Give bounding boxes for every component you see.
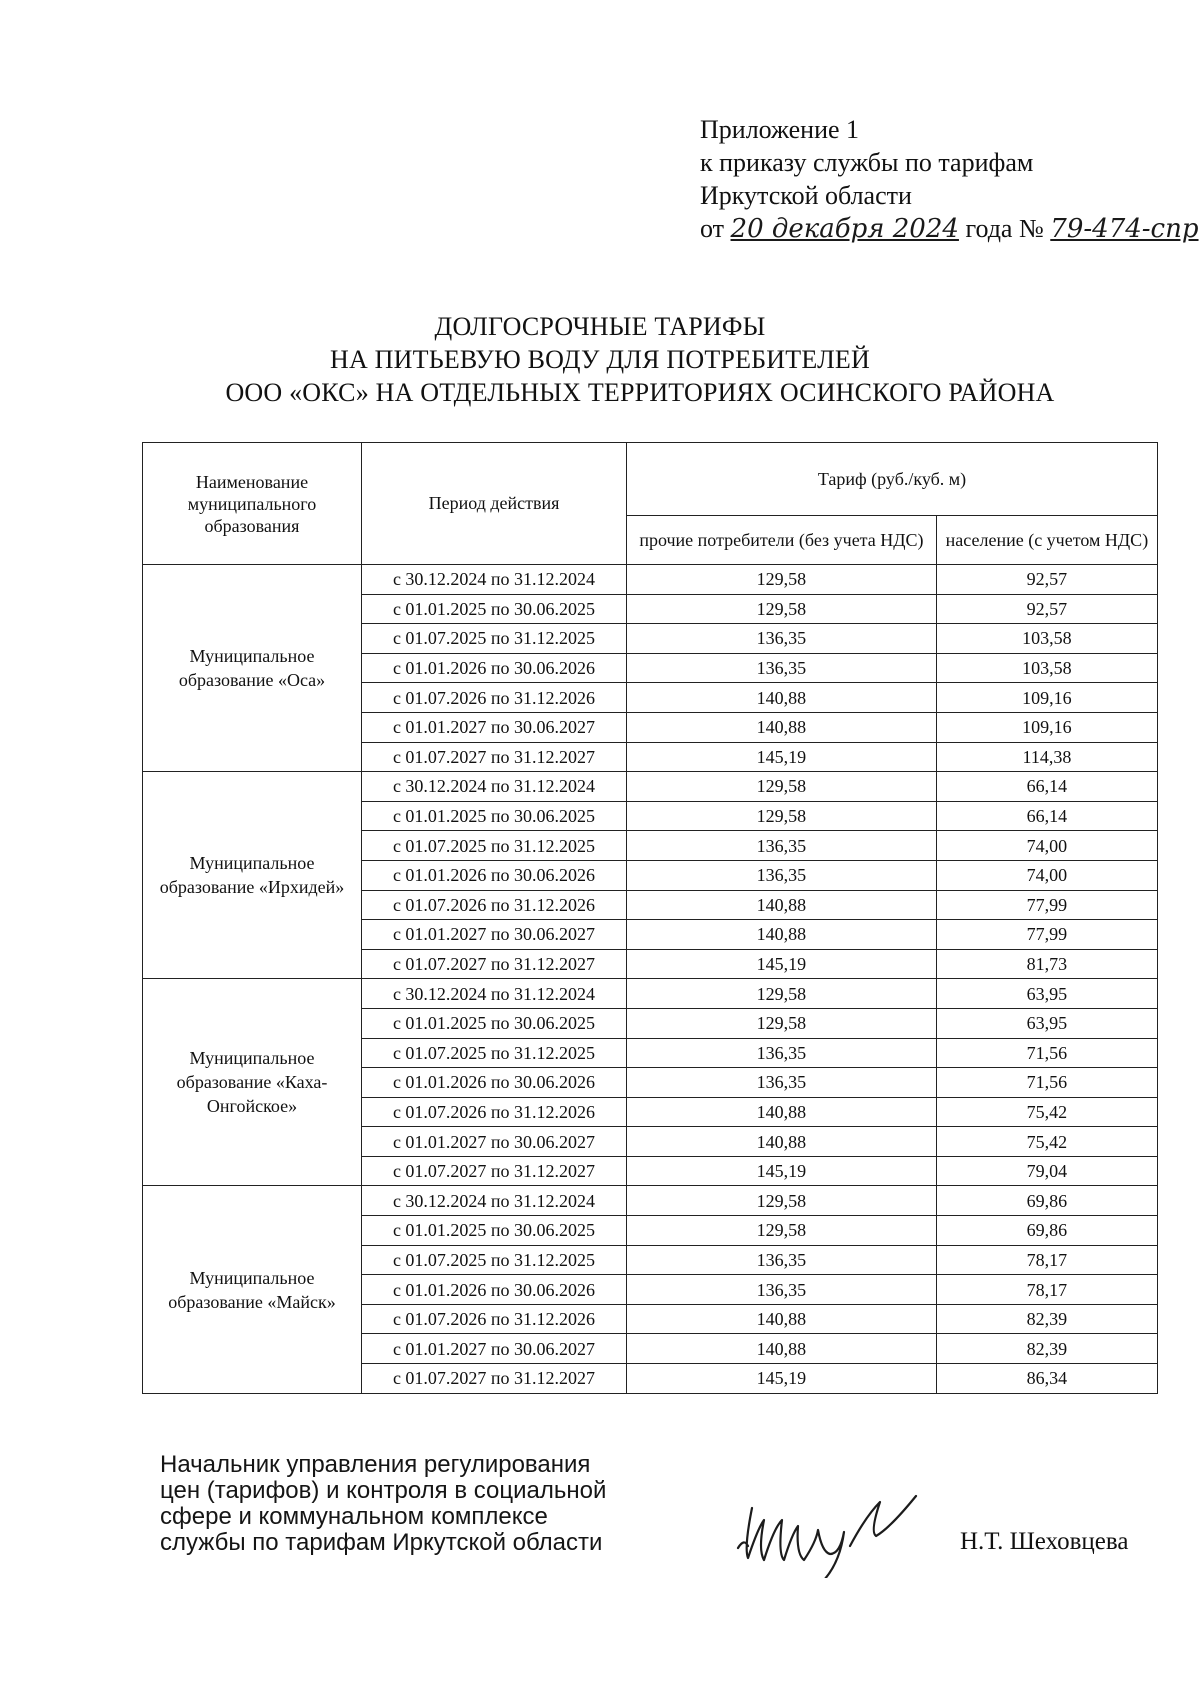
period-cell: с 01.01.2025 по 30.06.2025	[362, 594, 627, 624]
tariff-table-body	[143, 565, 1158, 1394]
other-tariff-cell: 140,88	[627, 920, 937, 950]
population-tariff-cell: 79,04	[936, 1156, 1157, 1186]
other-tariff-cell: 136,35	[627, 1275, 937, 1305]
other-tariff-cell: 129,58	[627, 1216, 937, 1246]
population-tariff-cell: 66,14	[936, 801, 1157, 831]
table-row	[143, 772, 1158, 802]
header-other-consumers: прочие потребители (без учета НДС)	[627, 516, 937, 565]
other-tariff-cell: 136,35	[627, 1038, 937, 1068]
period-cell: с 01.01.2025 по 30.06.2025	[362, 1008, 627, 1038]
other-tariff-cell: 136,35	[627, 1068, 937, 1098]
period-cell: с 01.01.2025 по 30.06.2025	[362, 1216, 627, 1246]
other-tariff-cell: 140,88	[627, 683, 937, 713]
position-line-2: цен (тарифов) и контроля в социальной	[160, 1477, 607, 1504]
annex-from-label: от	[700, 214, 725, 243]
document-title	[0, 310, 1200, 409]
period-cell: с 01.01.2025 по 30.06.2025	[362, 801, 627, 831]
population-tariff-cell: 66,14	[936, 772, 1157, 802]
municipality-cell: Муниципальное образование «Каха-Онгойское»	[143, 979, 362, 1186]
other-tariff-cell: 129,58	[627, 594, 937, 624]
period-cell: с 01.07.2025 по 31.12.2025	[362, 624, 627, 654]
period-cell: с 01.01.2027 по 30.06.2027	[362, 1334, 627, 1364]
period-cell: с 01.07.2027 по 31.12.2027	[362, 1364, 627, 1394]
annex-title: Приложение 1	[700, 115, 860, 144]
header-tariff: Тариф (руб./куб. м)	[627, 443, 1158, 516]
other-tariff-cell: 140,88	[627, 1304, 937, 1334]
table-row	[143, 565, 1158, 595]
title-line-1: ДОЛГОСРОЧНЫЕ ТАРИФЫ	[434, 312, 766, 341]
population-tariff-cell: 69,86	[936, 1216, 1157, 1246]
population-tariff-cell: 77,99	[936, 920, 1157, 950]
table-row	[143, 979, 1158, 1009]
signatory-position	[160, 1452, 606, 1556]
other-tariff-cell: 136,35	[627, 653, 937, 683]
other-tariff-cell: 129,58	[627, 772, 937, 802]
title-line-2: НА ПИТЬЕВУЮ ВОДУ ДЛЯ ПОТРЕБИТЕЛЕЙ	[330, 345, 870, 374]
annex-region: Иркутской области	[700, 181, 912, 210]
period-cell: с 30.12.2024 по 31.12.2024	[362, 772, 627, 802]
population-tariff-cell: 74,00	[936, 831, 1157, 861]
other-tariff-cell: 140,88	[627, 890, 937, 920]
population-tariff-cell: 69,86	[936, 1186, 1157, 1216]
period-cell: с 01.07.2026 по 31.12.2026	[362, 1304, 627, 1334]
other-tariff-cell: 140,88	[627, 1334, 937, 1364]
municipality-cell: Муниципальное образование «Майск»	[143, 1186, 362, 1393]
tariff-table	[142, 442, 1158, 1394]
handwritten-date: 20 декабря 2024	[730, 214, 959, 244]
population-tariff-cell: 77,99	[936, 890, 1157, 920]
period-cell: с 01.07.2026 по 31.12.2026	[362, 683, 627, 713]
population-tariff-cell: 86,34	[936, 1364, 1157, 1394]
other-tariff-cell: 129,58	[627, 1008, 937, 1038]
period-cell: с 01.01.2027 по 30.06.2027	[362, 712, 627, 742]
period-cell: с 01.07.2026 по 31.12.2026	[362, 890, 627, 920]
population-tariff-cell: 74,00	[936, 860, 1157, 890]
other-tariff-cell: 129,58	[627, 1186, 937, 1216]
population-tariff-cell: 109,16	[936, 712, 1157, 742]
period-cell: с 01.07.2025 по 31.12.2025	[362, 1245, 627, 1275]
period-cell: с 01.07.2027 по 31.12.2027	[362, 1156, 627, 1186]
other-tariff-cell: 136,35	[627, 831, 937, 861]
population-tariff-cell: 75,42	[936, 1097, 1157, 1127]
population-tariff-cell: 82,39	[936, 1334, 1157, 1364]
population-tariff-cell: 78,17	[936, 1245, 1157, 1275]
period-cell: с 01.07.2026 по 31.12.2026	[362, 1097, 627, 1127]
other-tariff-cell: 129,58	[627, 979, 937, 1009]
annex-order-ref: к приказу службы по тарифам	[700, 148, 1034, 177]
other-tariff-cell: 136,35	[627, 1245, 937, 1275]
population-tariff-cell: 82,39	[936, 1304, 1157, 1334]
header-municipality: Наименование муниципального образования	[143, 443, 362, 565]
period-cell: с 01.01.2026 по 30.06.2026	[362, 653, 627, 683]
population-tariff-cell: 92,57	[936, 565, 1157, 595]
period-cell: с 01.07.2025 по 31.12.2025	[362, 1038, 627, 1068]
annex-year-label: года №	[965, 214, 1044, 243]
population-tariff-cell: 71,56	[936, 1038, 1157, 1068]
population-tariff-cell: 78,17	[936, 1275, 1157, 1305]
annex-block	[700, 113, 1199, 246]
population-tariff-cell: 103,58	[936, 653, 1157, 683]
annex-date-line	[700, 212, 1199, 246]
period-cell: с 01.07.2025 по 31.12.2025	[362, 831, 627, 861]
signer-name: Н.Т. Шеховцева	[960, 1528, 1129, 1555]
other-tariff-cell: 129,58	[627, 565, 937, 595]
header-period: Период действия	[362, 443, 627, 565]
period-cell: с 01.07.2027 по 31.12.2027	[362, 949, 627, 979]
period-cell: с 01.01.2026 по 30.06.2026	[362, 860, 627, 890]
other-tariff-cell: 145,19	[627, 1364, 937, 1394]
period-cell: с 01.01.2027 по 30.06.2027	[362, 1127, 627, 1157]
other-tariff-cell: 145,19	[627, 949, 937, 979]
position-line-3: сфере и коммунальном комплексе	[160, 1503, 548, 1530]
population-tariff-cell: 63,95	[936, 1008, 1157, 1038]
other-tariff-cell: 145,19	[627, 742, 937, 772]
other-tariff-cell: 136,35	[627, 624, 937, 654]
period-cell: с 30.12.2024 по 31.12.2024	[362, 565, 627, 595]
position-line-4: службы по тарифам Иркутской области	[160, 1529, 603, 1556]
header-population: население (с учетом НДС)	[936, 516, 1157, 565]
other-tariff-cell: 145,19	[627, 1156, 937, 1186]
population-tariff-cell: 114,38	[936, 742, 1157, 772]
other-tariff-cell: 140,88	[627, 712, 937, 742]
population-tariff-cell: 75,42	[936, 1127, 1157, 1157]
municipality-cell: Муниципальное образование «Оса»	[143, 565, 362, 772]
table-row	[143, 1186, 1158, 1216]
period-cell: с 01.01.2026 по 30.06.2026	[362, 1275, 627, 1305]
population-tariff-cell: 63,95	[936, 979, 1157, 1009]
other-tariff-cell: 129,58	[627, 801, 937, 831]
population-tariff-cell: 109,16	[936, 683, 1157, 713]
population-tariff-cell: 81,73	[936, 949, 1157, 979]
period-cell: с 01.01.2027 по 30.06.2027	[362, 920, 627, 950]
period-cell: с 01.07.2027 по 31.12.2027	[362, 742, 627, 772]
municipality-cell: Муниципальное образование «Ирхидей»	[143, 772, 362, 979]
population-tariff-cell: 92,57	[936, 594, 1157, 624]
handwritten-signature	[730, 1488, 940, 1583]
handwritten-number: 79-474-спр	[1050, 214, 1199, 244]
other-tariff-cell: 140,88	[627, 1097, 937, 1127]
population-tariff-cell: 71,56	[936, 1068, 1157, 1098]
position-line-1: Начальник управления регулирования	[160, 1451, 591, 1478]
other-tariff-cell: 140,88	[627, 1127, 937, 1157]
period-cell: с 01.01.2026 по 30.06.2026	[362, 1068, 627, 1098]
period-cell: с 30.12.2024 по 31.12.2024	[362, 979, 627, 1009]
title-line-3: ООО «ОКС» НА ОТДЕЛЬНЫХ ТЕРРИТОРИЯХ ОСИНСКОГО РАЙОНА	[225, 378, 1055, 407]
population-tariff-cell: 103,58	[936, 624, 1157, 654]
period-cell: с 30.12.2024 по 31.12.2024	[362, 1186, 627, 1216]
other-tariff-cell: 136,35	[627, 860, 937, 890]
